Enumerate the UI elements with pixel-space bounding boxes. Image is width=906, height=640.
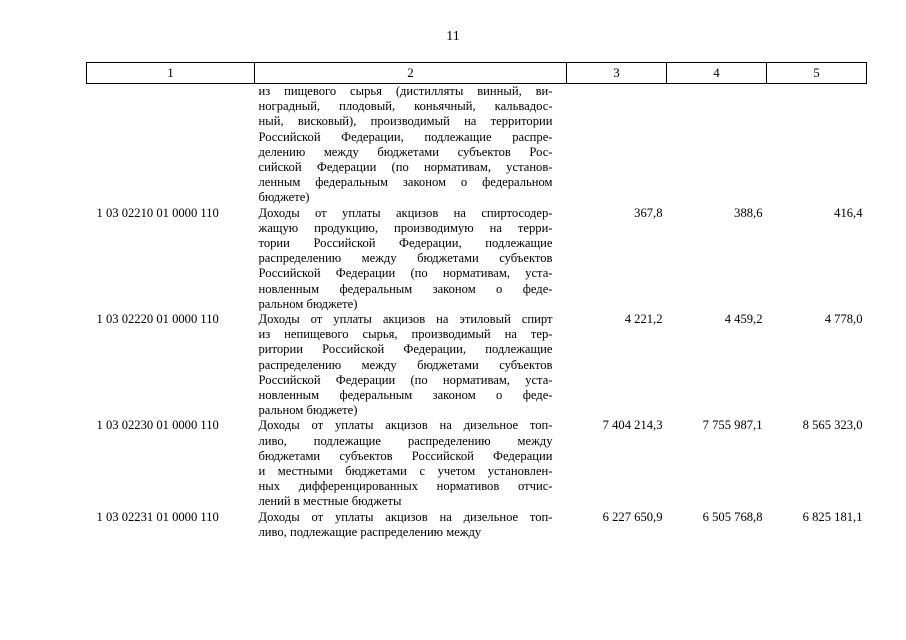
description-line: ральном бюджете) <box>258 296 358 311</box>
description-line: Российской Федерации (по нормативам, уста- <box>258 266 553 281</box>
description-line: жащую продукцию, производимую на терри- <box>258 220 553 235</box>
amount-column-5: 6 825 181,1 <box>802 509 863 524</box>
description-line: ральном бюджете) <box>258 403 358 418</box>
description-line: и местными бюджетами с учетом установлен- <box>258 464 553 479</box>
description-line: ных дифференцированных нормативов отчис- <box>258 479 553 494</box>
amount-column-3: 367,8 <box>634 205 663 220</box>
description-line: распределению между бюджетами субъектов <box>258 251 553 266</box>
amount-column-3: 4 221,2 <box>624 312 663 327</box>
description-line: из непищевого сырья, производимый на тер- <box>258 327 553 342</box>
revenue-code <box>87 84 255 206</box>
table-header <box>87 63 867 84</box>
revenue-description <box>255 510 567 540</box>
revenue-code: 1 03 02220 01 0000 110 <box>96 312 219 327</box>
description-line: ленным федеральным законом о федеральном <box>258 175 553 190</box>
revenue-description <box>255 312 567 418</box>
revenue-code: 1 03 02210 01 0000 110 <box>96 205 219 220</box>
description-line: Российской Федерации, подлежащие распре- <box>258 129 553 144</box>
budget-revenue-table <box>86 62 867 540</box>
description-line: лений в местные бюджеты <box>258 494 402 509</box>
amount-column-4: 4 459,2 <box>724 312 763 327</box>
amount-column-5: 416,4 <box>834 205 863 220</box>
description-line: новленным федеральным законом о феде- <box>258 281 553 296</box>
description-line: Доходы от уплаты акцизов на дизельное топ- <box>258 509 553 524</box>
description-line: бюджете) <box>258 190 310 205</box>
amount-column-3 <box>567 84 667 206</box>
description-line: ный, висковый), производимый на территории <box>258 114 553 129</box>
table-row <box>87 510 867 540</box>
description-line: бюджетами субъектов Российской Федерации <box>258 448 553 463</box>
table-row <box>87 84 867 206</box>
column-header-3: 3 <box>567 63 667 84</box>
amount-column-5: 8 565 323,0 <box>802 418 863 433</box>
amount-column-4: 6 505 768,8 <box>702 509 763 524</box>
description-line: новленным федеральным законом о феде- <box>258 388 553 403</box>
amount-column-3: 7 404 214,3 <box>602 418 663 433</box>
description-line: ритории Российской Федерации, подлежащие <box>258 342 553 357</box>
revenue-description <box>255 206 567 312</box>
revenue-code: 1 03 02231 01 0000 110 <box>96 509 219 524</box>
column-header-5: 5 <box>767 63 867 84</box>
description-line: Российской Федерации (по нормативам, уста- <box>258 372 553 387</box>
table-row <box>87 418 867 509</box>
column-header-2: 2 <box>255 63 567 84</box>
table-row <box>87 312 867 418</box>
page-number: 11 <box>446 29 460 44</box>
description-line: Доходы от уплаты акцизов на спиртосодер- <box>258 205 553 220</box>
amount-column-4: 388,6 <box>734 205 763 220</box>
description-line: Доходы от уплаты акцизов на дизельное топ- <box>258 418 553 433</box>
description-line: сийской Федерации (по нормативам, установ- <box>258 160 553 175</box>
amount-column-3: 6 227 650,9 <box>602 509 663 524</box>
description-line: ливо, подлежащие распределению между <box>258 433 553 448</box>
description-line: делению между бюджетами субъектов Рос- <box>258 144 553 159</box>
table-row <box>87 206 867 312</box>
revenue-description <box>255 418 567 509</box>
description-line: распределению между бюджетами субъектов <box>258 357 553 372</box>
column-header-4: 4 <box>667 63 767 84</box>
amount-column-5 <box>767 84 867 206</box>
description-line: ливо, подлежащие распределению между <box>258 524 482 539</box>
amount-column-5: 4 778,0 <box>824 312 863 327</box>
description-line: тории Российской Федерации, подлежащие <box>258 236 553 251</box>
description-line: Доходы от уплаты акцизов на этиловый спирт <box>258 312 553 327</box>
amount-column-4: 7 755 987,1 <box>702 418 763 433</box>
revenue-code: 1 03 02230 01 0000 110 <box>96 418 219 433</box>
revenue-description <box>255 84 567 206</box>
amount-column-4 <box>667 84 767 206</box>
header-row <box>87 63 867 84</box>
column-header-1: 1 <box>87 63 255 84</box>
table-body <box>87 84 867 541</box>
description-line: из пищевого сырья (дистилляты винный, ви- <box>258 84 553 98</box>
description-line: ноградный, плодовый, коньячный, кальвадос- <box>258 99 553 114</box>
